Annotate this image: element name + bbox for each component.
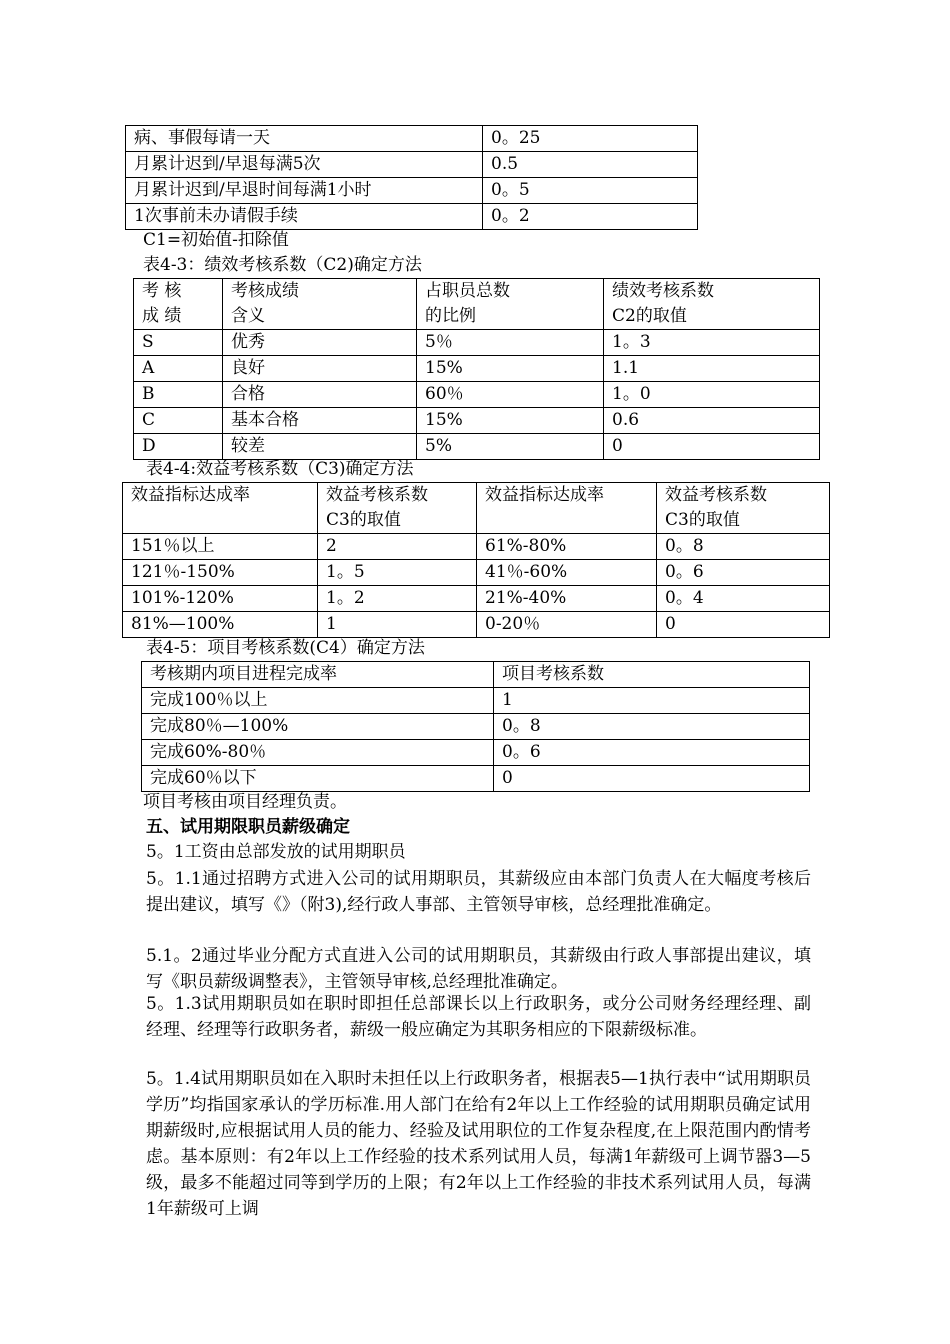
- table-4-3-caption: 表4-3：绩效考核系数（C2)确定方法: [143, 255, 422, 275]
- header-cell: 效益指标达成率: [477, 483, 657, 534]
- table-cell: 完成60%-80％: [142, 740, 494, 766]
- table-cell: 完成60％以下: [142, 766, 494, 792]
- table-cell: C: [134, 408, 223, 434]
- table-cell: 21%-40%: [477, 586, 657, 612]
- header-cell: 项目考核系数: [494, 662, 810, 688]
- header-cell: 效益考核系数 C3的取值: [657, 483, 830, 534]
- table-cell: 0。6: [657, 560, 830, 586]
- table-row: [123, 560, 830, 586]
- table-cell: 1。5: [318, 560, 477, 586]
- table-4-4: [122, 482, 830, 638]
- table-4-3: [133, 278, 820, 460]
- table-cell: 1: [494, 688, 810, 714]
- paragraph: 5.1。2通过毕业分配方式直进入公司的试用期职员，其薪级由行政人事部提出建议，填写《职员薪级调整表》，主管领导审核,总经理批准确定。: [146, 946, 811, 992]
- table-cell: 0。8: [494, 714, 810, 740]
- table-row: [134, 408, 820, 434]
- header-cell: 考核期内项目进程完成率: [142, 662, 494, 688]
- deduction-table: [125, 125, 698, 230]
- table-row: [142, 740, 810, 766]
- table-cell: 1次事前未办请假手续: [126, 204, 483, 230]
- table-cell: 优秀: [223, 330, 417, 356]
- table-cell: 病、事假每请一天: [126, 126, 483, 152]
- table-cell: 2: [318, 534, 477, 560]
- table-cell: 15%: [417, 356, 604, 382]
- table-cell: 合格: [223, 382, 417, 408]
- header-cell: 效益指标达成率: [123, 483, 318, 534]
- table-4-4-caption: 表4-4:效益考核系数（C3)确定方法: [146, 459, 414, 479]
- table-cell: 月累计迟到/早退时间每满1小时: [126, 178, 483, 204]
- table-header-row: [123, 483, 830, 534]
- table-cell: 101%-120%: [123, 586, 318, 612]
- table-cell: 0-20％: [477, 612, 657, 638]
- table-cell: 0: [657, 612, 830, 638]
- table-row: [126, 178, 698, 204]
- table-row: [123, 534, 830, 560]
- paragraph: 5。1.3试用期职员如在职时即担任总部课长以上行政职务，或分公司财务经理经理、副经理、经理等行政职务者，薪级一般应确定为其职务相应的下限薪级标准。: [146, 994, 811, 1040]
- header-cell: 绩效考核系数 C2的取值: [604, 279, 820, 330]
- paragraph: 5。1.4试用期职员如在入职时未担任以上行政职务者，根据表5—1执行表中“试用期职员学历”均指国家承认的学历标准.用人部门在给有2年以上工作经验的试用期职员确定试用期薪级时,应根据试用人员的能力、经验及试用职位的工作复杂程度,在上限范围内酌情考虑。基本原则：有2年以上工作经验的技术系列试用人员，每满1年薪级可上调节器3—5级，最多不能超过同等到学历的上限；有2年以上工作经验的非技术系列试用人员，每满1年薪级可上调: [146, 1069, 811, 1219]
- table-cell: 良好: [223, 356, 417, 382]
- table-cell: 0。2: [483, 204, 698, 230]
- table-cell: B: [134, 382, 223, 408]
- header-cell: 考 核 成 绩: [134, 279, 223, 330]
- table-cell: 0.6: [604, 408, 820, 434]
- table-row: [142, 766, 810, 792]
- table-cell: 1。2: [318, 586, 477, 612]
- table-cell: 1。0: [604, 382, 820, 408]
- table-cell: 41％-60%: [477, 560, 657, 586]
- sub-heading: 5。1工资由总部发放的试用期职员: [146, 842, 406, 862]
- table-cell: 1: [318, 612, 477, 638]
- table-cell: 0。25: [483, 126, 698, 152]
- table-cell: 60％: [417, 382, 604, 408]
- table-header-row: [134, 279, 820, 330]
- project-note: 项目考核由项目经理负责。: [143, 792, 347, 812]
- table-cell: 基本合格: [223, 408, 417, 434]
- table-cell: 较差: [223, 434, 417, 460]
- table-cell: 81%—100%: [123, 612, 318, 638]
- header-cell: 占职员总数 的比例: [417, 279, 604, 330]
- paragraph: 5。1.1通过招聘方式进入公司的试用期职员，其薪级应由本部门负责人在大幅度考核后提出建议，填写《》（附3),经行政人事部、主管领导审核，总经理批准确定。: [146, 869, 811, 915]
- c1-formula: C1=初始值-扣除值: [143, 230, 289, 250]
- table-row: [134, 330, 820, 356]
- table-cell: 1.1: [604, 356, 820, 382]
- section-title: 五、试用期限职员薪级确定: [146, 817, 350, 837]
- table-cell: 0。4: [657, 586, 830, 612]
- table-cell: 完成100％以上: [142, 688, 494, 714]
- table-cell: D: [134, 434, 223, 460]
- table-cell: 月累计迟到/早退每满5次: [126, 152, 483, 178]
- table-4-5-caption: 表4-5：项目考核系数(C4）确定方法: [146, 638, 425, 658]
- table-cell: 61%-80%: [477, 534, 657, 560]
- table-cell: 5％: [417, 330, 604, 356]
- table-cell: 5%: [417, 434, 604, 460]
- header-cell: 效益考核系数 C3的取值: [318, 483, 477, 534]
- table-row: [134, 356, 820, 382]
- table-row: [123, 612, 830, 638]
- table-cell: 121％-150%: [123, 560, 318, 586]
- table-row: [126, 204, 698, 230]
- table-header-row: [142, 662, 810, 688]
- table-cell: 0。8: [657, 534, 830, 560]
- table-cell: 0: [494, 766, 810, 792]
- table-row: [123, 586, 830, 612]
- table-4-5: [141, 661, 810, 792]
- table-row: [142, 688, 810, 714]
- table-cell: 0。5: [483, 178, 698, 204]
- table-row: [142, 714, 810, 740]
- table-cell: 1。3: [604, 330, 820, 356]
- header-cell: 考核成绩 含义: [223, 279, 417, 330]
- table-row: [126, 126, 698, 152]
- table-cell: 0.5: [483, 152, 698, 178]
- table-row: [134, 434, 820, 460]
- table-row: [126, 152, 698, 178]
- table-cell: 完成80％—100%: [142, 714, 494, 740]
- table-cell: S: [134, 330, 223, 356]
- table-cell: 151％以上: [123, 534, 318, 560]
- table-cell: 0。6: [494, 740, 810, 766]
- table-cell: A: [134, 356, 223, 382]
- table-row: [134, 382, 820, 408]
- table-cell: 0: [604, 434, 820, 460]
- table-cell: 15%: [417, 408, 604, 434]
